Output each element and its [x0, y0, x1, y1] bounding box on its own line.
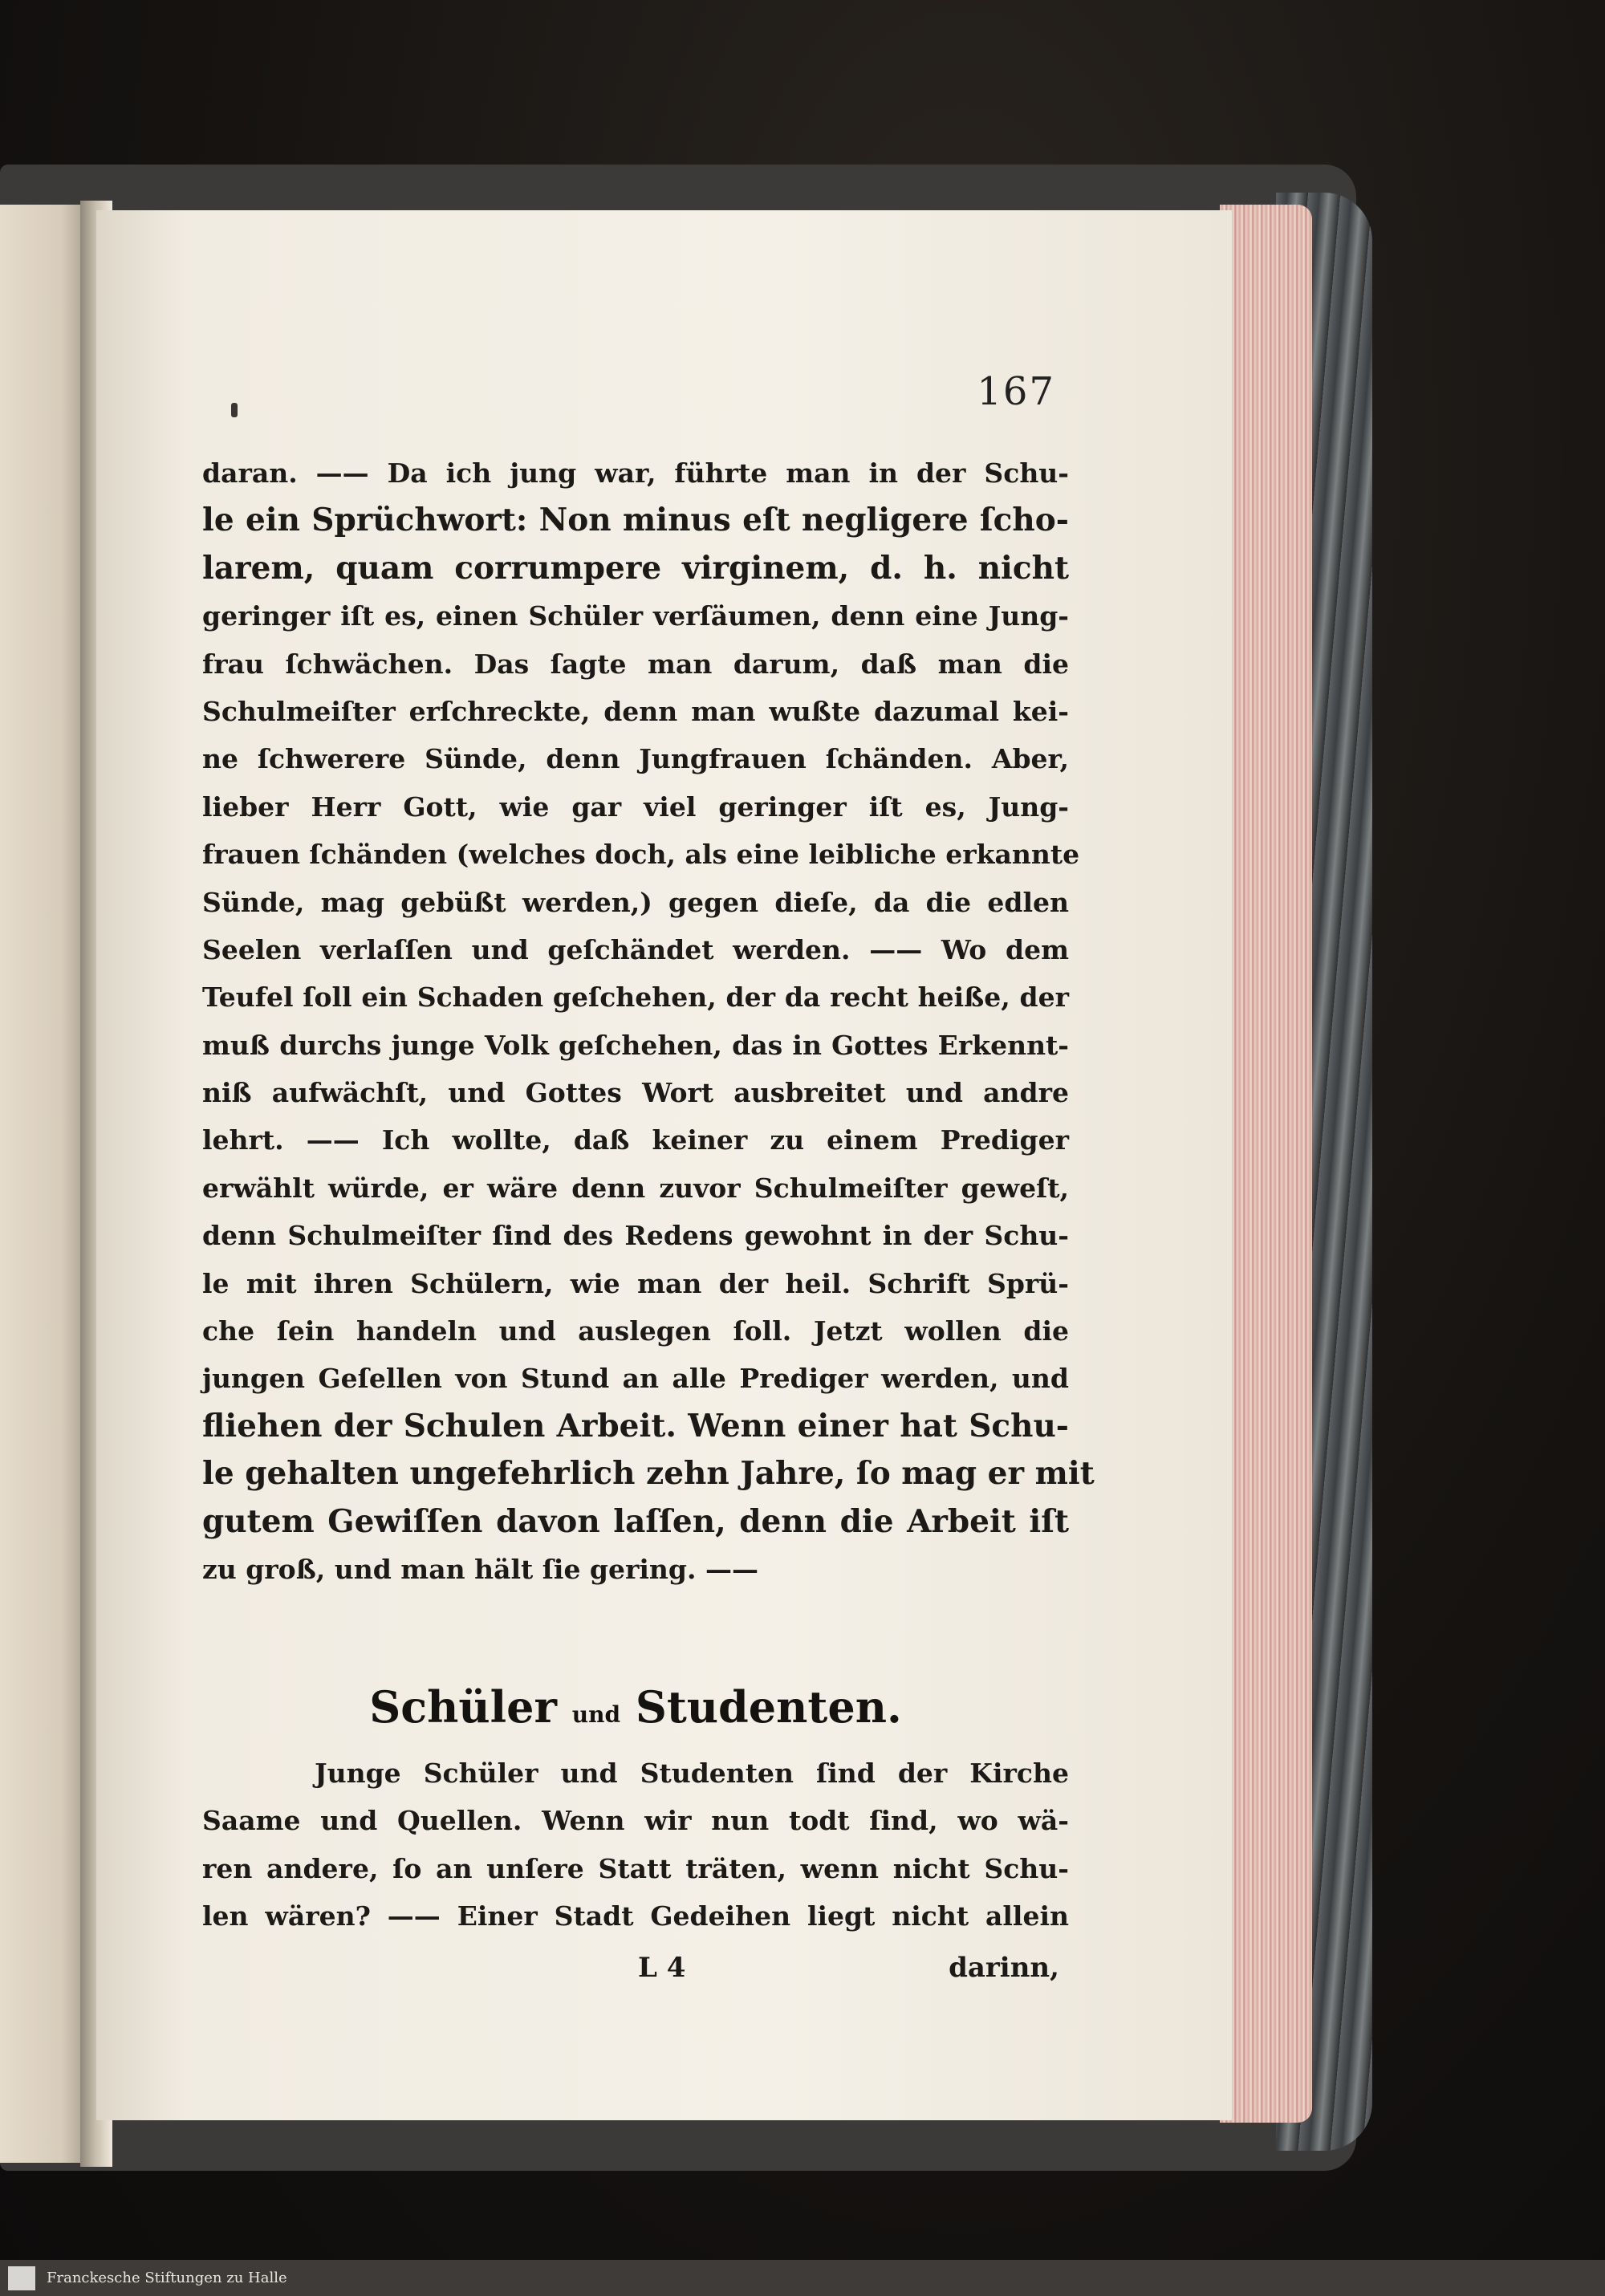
text-line: jungen Geſellen von Stund an alle Prediger werden, und — [202, 1363, 1069, 1395]
text-line: zu groß, und man hält ſie gering. —— — [202, 1553, 758, 1585]
left-page — [0, 205, 88, 2163]
text-line: ne ſchwerere Sünde, denn Jungfrauen ſchänden. Aber, — [202, 743, 1069, 775]
heading-word: Studenten. — [635, 1681, 902, 1733]
ink-mark — [231, 403, 238, 417]
text-line: ren andere, ſo an unſere Statt träten, wenn nicht Schu- — [202, 1852, 1069, 1884]
text-line: lehrt. —— Ich wollte, daß keiner zu einem Prediger — [202, 1124, 1069, 1156]
institution-name: Franckesche Stiftungen zu Halle — [47, 2270, 287, 2286]
text-line: Teufel ſoll ein Schaden geſchehen, der da recht heiße, der — [202, 981, 1069, 1014]
text-line: le ein Sprüchwort: Non minus eſt negligere ſcho- — [202, 502, 1069, 539]
text-line: Junge Schüler und Studenten ſind der Kirche — [315, 1758, 1069, 1789]
catchword: darinn, — [949, 1952, 1059, 1984]
page-edges — [1220, 205, 1312, 2123]
text-line: lieber Herr Gott, wie gar viel geringer iſt es, Jung- — [202, 790, 1069, 823]
section-heading — [202, 1681, 1069, 1733]
institution-logo-icon — [8, 2266, 35, 2290]
text-line: le mit ihren Schülern, wie man der heil. Schrift Sprü- — [202, 1267, 1069, 1299]
text-line: Saame und Quellen. Wenn wir nun todt ſind, wo wä- — [202, 1805, 1069, 1837]
text-line: muß durchs junge Volk geſchehen, das in Gottes Erkennt- — [202, 1029, 1069, 1061]
text-line: che ſein handeln und auslegen ſoll. Jetzt wollen die — [202, 1315, 1069, 1347]
signature-mark: L 4 — [638, 1952, 686, 1984]
text-line: le gehalten ungefehrlich zehn Jahre, ſo mag er mit — [202, 1455, 1095, 1493]
text-line: Seelen verlaſſen und geſchändet werden. —— Wo dem — [202, 933, 1069, 965]
text-line: fliehen der Schulen Arbeit. Wenn einer hat Schu- — [202, 1407, 1069, 1445]
body-text — [202, 449, 1095, 1593]
text-line: erwählt würde, er wäre denn zuvor Schulmeiſter geweſt, — [202, 1172, 1069, 1204]
section-text — [202, 1749, 1069, 1940]
page-number: 167 — [977, 369, 1055, 414]
text-line: gutem Gewiſſen davon laſſen, denn die Arbeit iſt — [202, 1502, 1069, 1540]
heading-word: Schüler — [369, 1681, 557, 1733]
text-line: Schulmeiſter erſchreckte, denn man wußte dazumal kei- — [202, 695, 1069, 727]
text-line: niß aufwächſt, und Gottes Wort ausbreitet und andre — [202, 1077, 1069, 1109]
heading-conjunction: und — [571, 1701, 621, 1728]
text-line: frauen ſchänden (welches doch, als eine leibliche erkannte — [202, 839, 1080, 871]
text-line: Sünde, mag gebüßt werden,) gegen dieſe, da die edlen — [202, 886, 1069, 918]
text-line: geringer iſt es, einen Schüler verſäumen, denn eine Jung- — [202, 600, 1069, 632]
text-line: daran. —— Da ich jung war, führte man in der Schu- — [202, 457, 1069, 489]
text-line: larem, quam corrumpere virginem, d. h. nicht — [202, 549, 1069, 587]
text-line: len wären? —— Einer Stadt Gedeihen liegt nicht allein — [202, 1900, 1069, 1932]
footer-bar — [0, 2260, 1605, 2296]
text-line: frau ſchwächen. Das ſagte man darum, daß man die — [202, 648, 1069, 680]
text-line: denn Schulmeiſter ſind des Redens gewohnt in der Schu- — [202, 1220, 1069, 1252]
